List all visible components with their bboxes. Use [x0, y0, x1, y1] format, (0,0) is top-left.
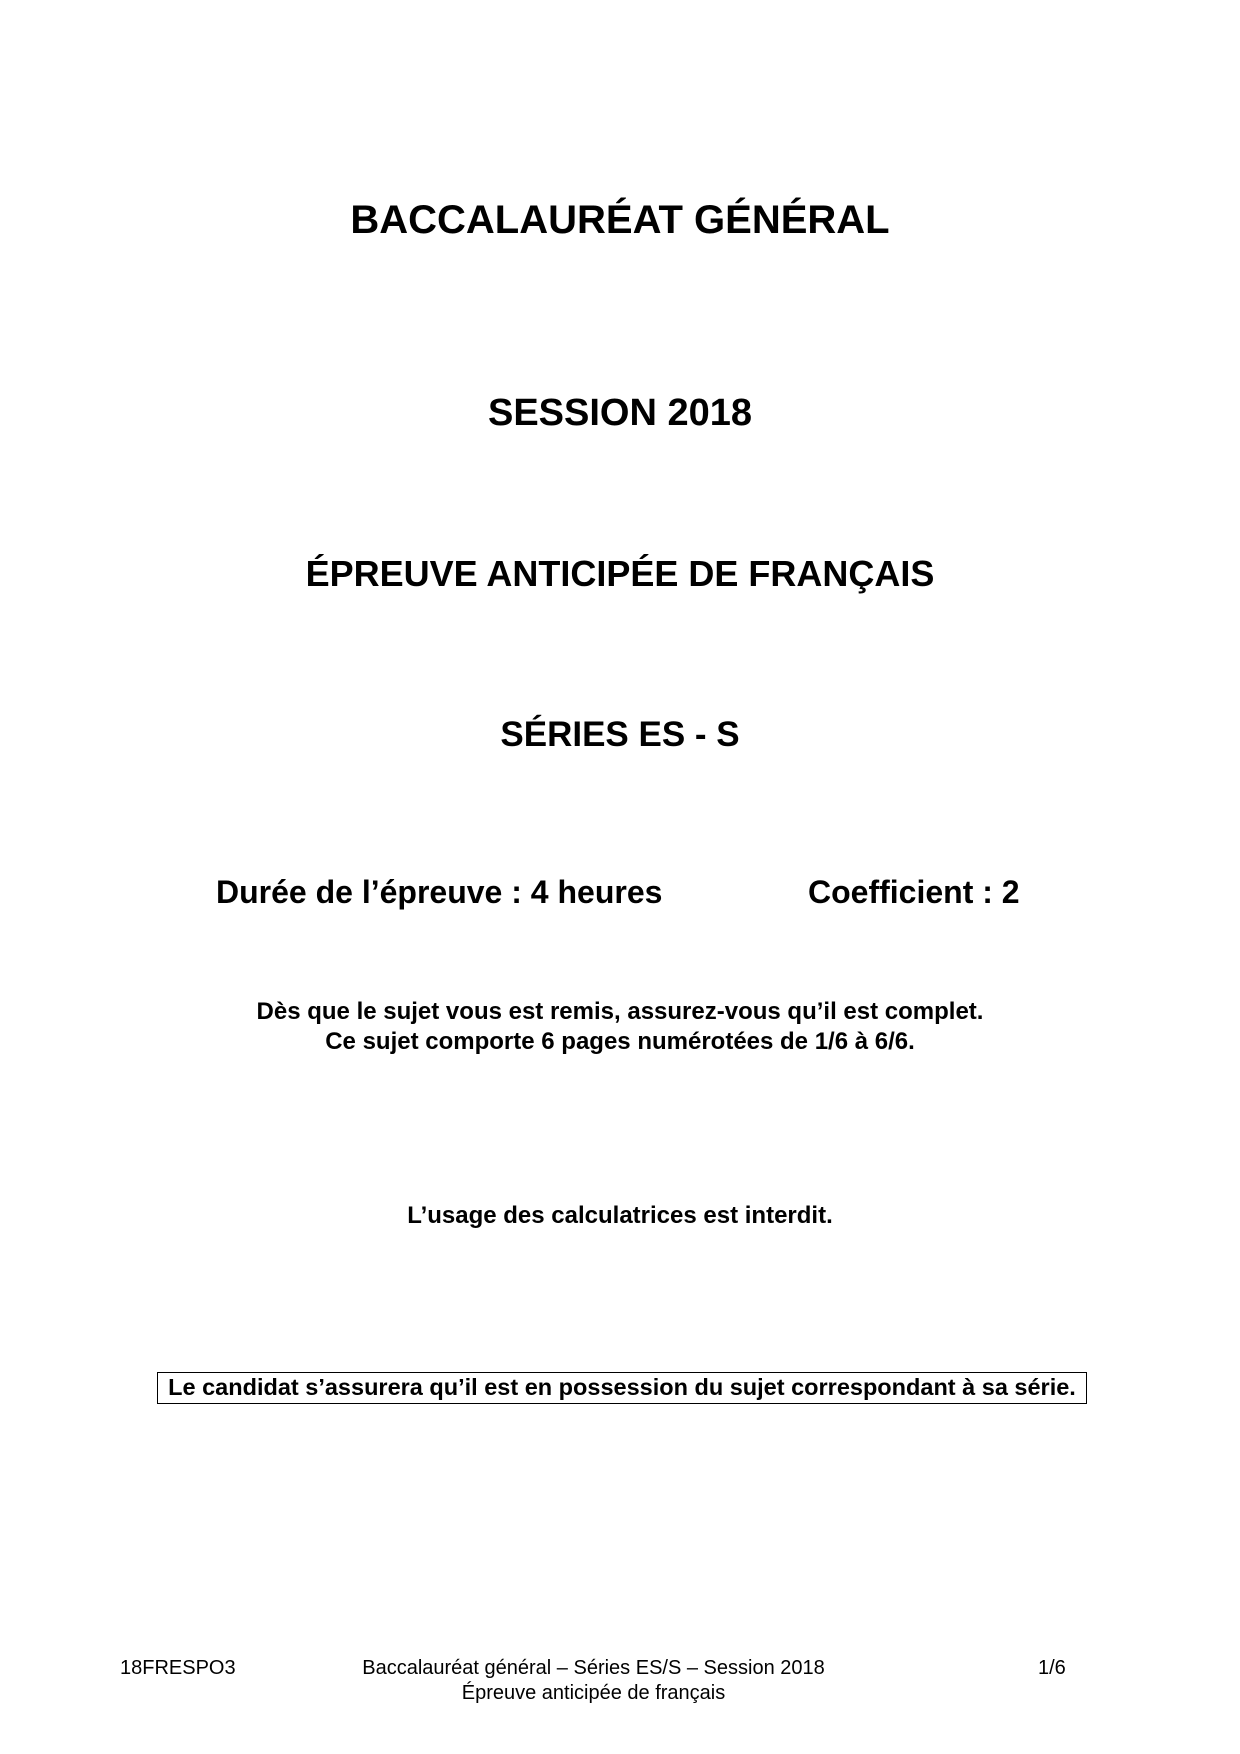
footer-page-number: 1/6: [1038, 1657, 1066, 1679]
instruction-complete-check: Dès que le sujet vous est remis, assurez-vous qu’il est complet.: [256, 998, 984, 1025]
epreuve-heading: ÉPREUVE ANTICIPÉE DE FRANÇAIS: [305, 553, 935, 594]
exam-duration: Durée de l’épreuve : 4 heures: [216, 874, 663, 910]
footer-epreuve-name: Épreuve anticipée de français: [461, 1682, 726, 1704]
exam-coefficient: Coefficient : 2: [808, 874, 1020, 910]
session-heading: SESSION 2018: [487, 392, 753, 434]
candidate-notice-box: Le candidat s’assurera qu’il est en possession du sujet correspondant à sa série.: [157, 1372, 1087, 1404]
footer-exam-name: Baccalauréat général – Séries ES/S – Session 2018: [362, 1657, 825, 1679]
footer-subject-code: 18FRESPO3: [120, 1657, 236, 1679]
instruction-page-count: Ce sujet comporte 6 pages numérotées de 1/6 à 6/6.: [325, 1028, 915, 1055]
series-heading: SÉRIES ES - S: [500, 715, 740, 754]
calculator-notice: L’usage des calculatrices est interdit.: [407, 1202, 833, 1229]
exam-title: BACCALAURÉAT GÉNÉRAL: [350, 198, 890, 242]
